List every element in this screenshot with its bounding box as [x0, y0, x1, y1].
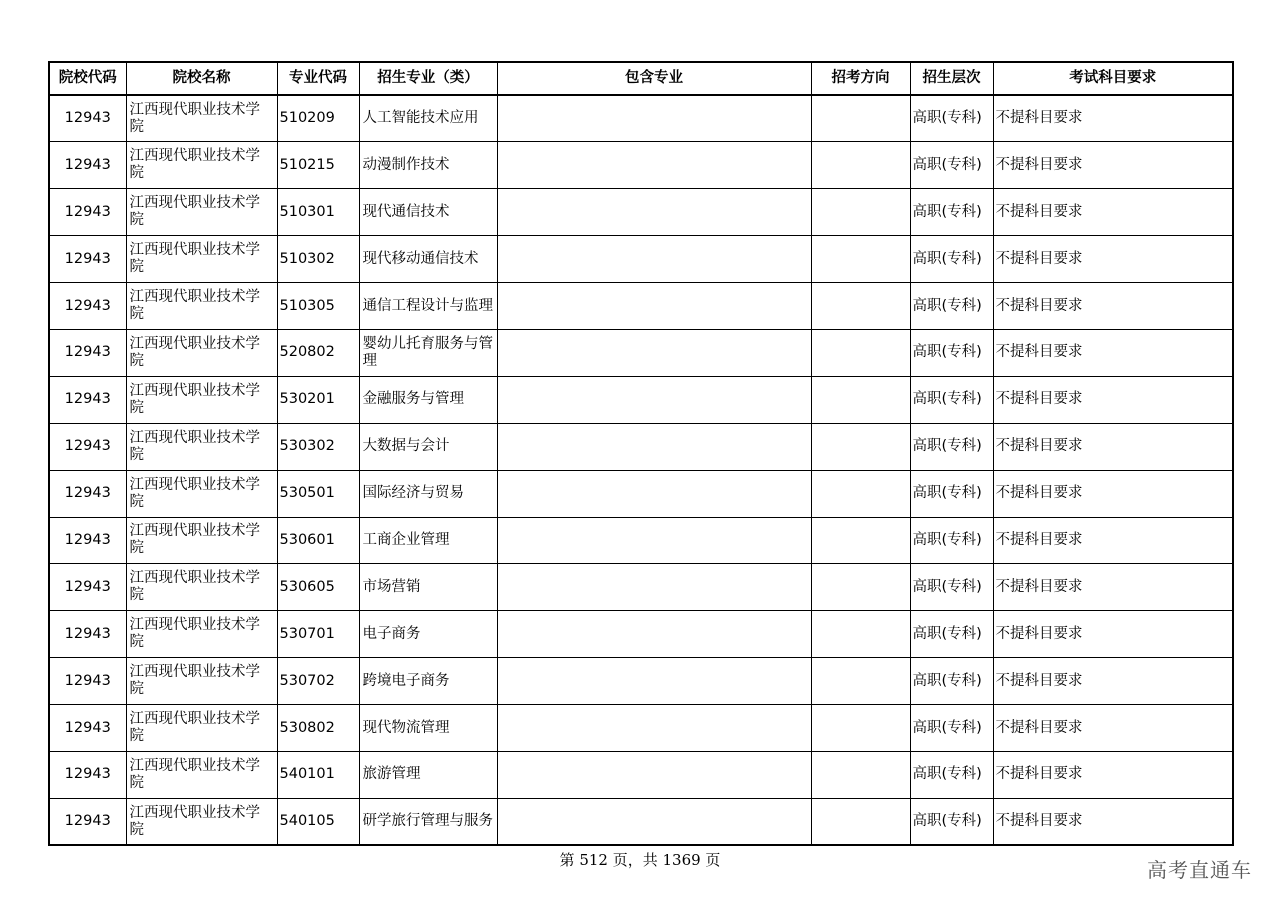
cell-level: 高职(专科)	[910, 470, 993, 517]
header-direction: 招考方向	[811, 62, 910, 95]
cell-major-code: 510209	[277, 95, 359, 142]
cell-direction	[811, 95, 910, 142]
cell-major-code: 530702	[277, 658, 359, 705]
cell-requirement: 不提科目要求	[993, 95, 1233, 142]
table-row	[49, 95, 1233, 142]
cell-level: 高职(专科)	[910, 283, 993, 330]
header-school-code: 院校代码	[49, 62, 126, 95]
cell-major: 现代通信技术	[359, 189, 497, 236]
cell-direction	[811, 470, 910, 517]
cell-school-name: 江西现代职业技术学院	[126, 236, 277, 283]
cell-major-code: 510305	[277, 283, 359, 330]
cell-requirement: 不提科目要求	[993, 376, 1233, 423]
table-row	[49, 517, 1233, 564]
header-included-majors: 包含专业	[497, 62, 811, 95]
cell-major: 电子商务	[359, 611, 497, 658]
cell-major-code: 530701	[277, 611, 359, 658]
cell-school-code: 12943	[49, 798, 126, 845]
header-major: 招生专业（类）	[359, 62, 497, 95]
cell-major-code: 530802	[277, 705, 359, 752]
cell-major-code: 540101	[277, 751, 359, 798]
header-major-code: 专业代码	[277, 62, 359, 95]
cell-included-majors	[497, 236, 811, 283]
table-row	[49, 611, 1233, 658]
cell-school-name: 江西现代职业技术学院	[126, 564, 277, 611]
table-row	[49, 470, 1233, 517]
table-header-row	[49, 62, 1233, 95]
table-row	[49, 142, 1233, 189]
cell-direction	[811, 236, 910, 283]
table-row	[49, 283, 1233, 330]
table-row	[49, 423, 1233, 470]
table-row	[49, 798, 1233, 845]
table-row	[49, 236, 1233, 283]
cell-direction	[811, 376, 910, 423]
cell-included-majors	[497, 189, 811, 236]
cell-major: 国际经济与贸易	[359, 470, 497, 517]
cell-major-code: 530501	[277, 470, 359, 517]
enrollment-table	[48, 61, 1234, 846]
cell-school-code: 12943	[49, 236, 126, 283]
cell-major-code: 530601	[277, 517, 359, 564]
cell-direction	[811, 751, 910, 798]
cell-level: 高职(专科)	[910, 423, 993, 470]
table-row	[49, 329, 1233, 376]
cell-requirement: 不提科目要求	[993, 798, 1233, 845]
cell-requirement: 不提科目要求	[993, 564, 1233, 611]
cell-school-code: 12943	[49, 658, 126, 705]
cell-school-code: 12943	[49, 189, 126, 236]
cell-direction	[811, 329, 910, 376]
cell-direction	[811, 798, 910, 845]
cell-direction	[811, 564, 910, 611]
cell-major-code: 520802	[277, 329, 359, 376]
cell-school-name: 江西现代职业技术学院	[126, 142, 277, 189]
cell-school-code: 12943	[49, 470, 126, 517]
cell-requirement: 不提科目要求	[993, 236, 1233, 283]
cell-major-code: 510215	[277, 142, 359, 189]
cell-major: 婴幼儿托育服务与管理	[359, 329, 497, 376]
cell-included-majors	[497, 517, 811, 564]
cell-school-code: 12943	[49, 564, 126, 611]
cell-requirement: 不提科目要求	[993, 705, 1233, 752]
cell-major: 金融服务与管理	[359, 376, 497, 423]
cell-included-majors	[497, 376, 811, 423]
cell-major: 工商企业管理	[359, 517, 497, 564]
table-body	[49, 95, 1233, 845]
cell-requirement: 不提科目要求	[993, 611, 1233, 658]
cell-level: 高职(专科)	[910, 376, 993, 423]
cell-direction	[811, 189, 910, 236]
cell-major: 动漫制作技术	[359, 142, 497, 189]
cell-level: 高职(专科)	[910, 95, 993, 142]
cell-level: 高职(专科)	[910, 798, 993, 845]
cell-major: 大数据与会计	[359, 423, 497, 470]
cell-included-majors	[497, 798, 811, 845]
cell-requirement: 不提科目要求	[993, 423, 1233, 470]
cell-school-name: 江西现代职业技术学院	[126, 658, 277, 705]
header-requirement: 考试科目要求	[993, 62, 1233, 95]
table-row	[49, 705, 1233, 752]
cell-major-code: 530201	[277, 376, 359, 423]
cell-major: 现代物流管理	[359, 705, 497, 752]
table-row	[49, 189, 1233, 236]
cell-level: 高职(专科)	[910, 564, 993, 611]
cell-included-majors	[497, 658, 811, 705]
cell-direction	[811, 517, 910, 564]
cell-requirement: 不提科目要求	[993, 470, 1233, 517]
cell-school-name: 江西现代职业技术学院	[126, 423, 277, 470]
page-number: 第 512 页，共 1369 页	[559, 851, 721, 869]
cell-level: 高职(专科)	[910, 751, 993, 798]
cell-school-code: 12943	[49, 611, 126, 658]
cell-school-name: 江西现代职业技术学院	[126, 189, 277, 236]
cell-school-code: 12943	[49, 705, 126, 752]
cell-school-name: 江西现代职业技术学院	[126, 329, 277, 376]
cell-direction	[811, 142, 910, 189]
cell-requirement: 不提科目要求	[993, 142, 1233, 189]
cell-major-code: 510302	[277, 236, 359, 283]
cell-level: 高职(专科)	[910, 658, 993, 705]
cell-level: 高职(专科)	[910, 517, 993, 564]
cell-included-majors	[497, 611, 811, 658]
cell-requirement: 不提科目要求	[993, 751, 1233, 798]
cell-direction	[811, 283, 910, 330]
table-row	[49, 376, 1233, 423]
cell-major: 人工智能技术应用	[359, 95, 497, 142]
cell-included-majors	[497, 283, 811, 330]
cell-requirement: 不提科目要求	[993, 283, 1233, 330]
cell-level: 高职(专科)	[910, 189, 993, 236]
cell-major-code: 540105	[277, 798, 359, 845]
cell-school-name: 江西现代职业技术学院	[126, 95, 277, 142]
cell-level: 高职(专科)	[910, 236, 993, 283]
cell-school-code: 12943	[49, 376, 126, 423]
cell-included-majors	[497, 470, 811, 517]
cell-school-code: 12943	[49, 751, 126, 798]
cell-school-code: 12943	[49, 517, 126, 564]
cell-school-name: 江西现代职业技术学院	[126, 470, 277, 517]
cell-requirement: 不提科目要求	[993, 658, 1233, 705]
cell-included-majors	[497, 423, 811, 470]
cell-level: 高职(专科)	[910, 329, 993, 376]
cell-school-code: 12943	[49, 142, 126, 189]
cell-school-name: 江西现代职业技术学院	[126, 517, 277, 564]
cell-school-name: 江西现代职业技术学院	[126, 283, 277, 330]
cell-level: 高职(专科)	[910, 611, 993, 658]
cell-school-name: 江西现代职业技术学院	[126, 798, 277, 845]
cell-school-name: 江西现代职业技术学院	[126, 376, 277, 423]
cell-included-majors	[497, 142, 811, 189]
header-level: 招生层次	[910, 62, 993, 95]
cell-school-code: 12943	[49, 329, 126, 376]
cell-major: 旅游管理	[359, 751, 497, 798]
cell-requirement: 不提科目要求	[993, 329, 1233, 376]
cell-included-majors	[497, 329, 811, 376]
cell-school-code: 12943	[49, 283, 126, 330]
cell-school-name: 江西现代职业技术学院	[126, 611, 277, 658]
cell-included-majors	[497, 95, 811, 142]
cell-major: 市场营销	[359, 564, 497, 611]
table-row	[49, 658, 1233, 705]
watermark-text: 高考直通车	[1147, 858, 1252, 882]
header-school-name: 院校名称	[126, 62, 277, 95]
cell-level: 高职(专科)	[910, 705, 993, 752]
cell-school-name: 江西现代职业技术学院	[126, 751, 277, 798]
table-row	[49, 751, 1233, 798]
cell-major: 跨境电子商务	[359, 658, 497, 705]
cell-major-code: 510301	[277, 189, 359, 236]
cell-major: 现代移动通信技术	[359, 236, 497, 283]
cell-major-code: 530302	[277, 423, 359, 470]
cell-major-code: 530605	[277, 564, 359, 611]
table-row	[49, 564, 1233, 611]
cell-school-name: 江西现代职业技术学院	[126, 705, 277, 752]
cell-major: 研学旅行管理与服务	[359, 798, 497, 845]
cell-school-code: 12943	[49, 423, 126, 470]
cell-direction	[811, 658, 910, 705]
cell-major: 通信工程设计与监理	[359, 283, 497, 330]
cell-requirement: 不提科目要求	[993, 517, 1233, 564]
cell-included-majors	[497, 705, 811, 752]
cell-direction	[811, 705, 910, 752]
cell-direction	[811, 611, 910, 658]
cell-included-majors	[497, 751, 811, 798]
cell-direction	[811, 423, 910, 470]
cell-level: 高职(专科)	[910, 142, 993, 189]
cell-school-code: 12943	[49, 95, 126, 142]
cell-included-majors	[497, 564, 811, 611]
cell-requirement: 不提科目要求	[993, 189, 1233, 236]
